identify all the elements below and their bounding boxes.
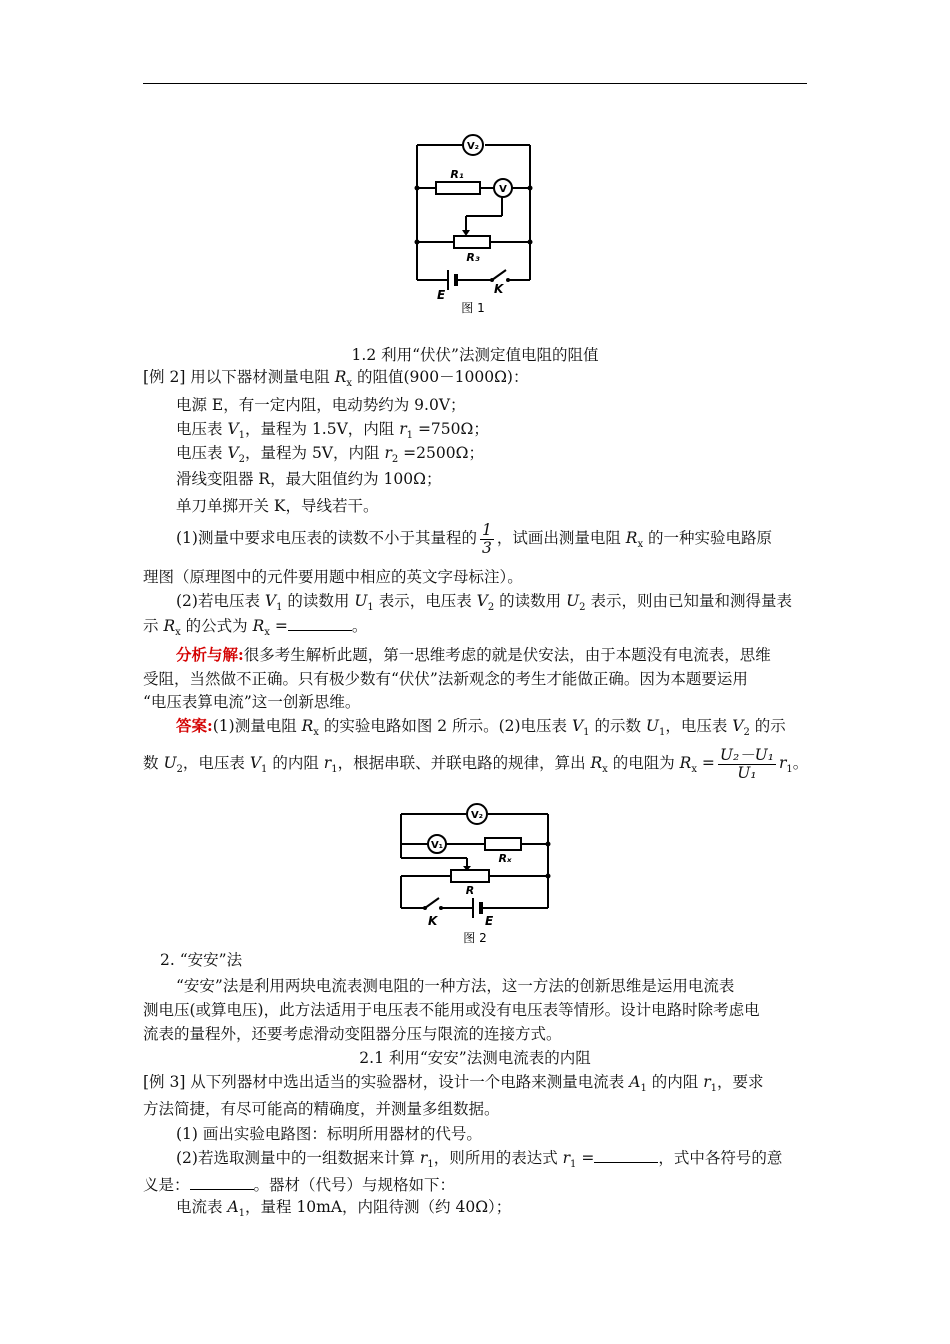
analysis-line2: 受阻，当然做不正确。只有极少数有“伏伏”法新观念的考生才能做正确。因为本题要运用: [143, 670, 748, 688]
label-v1: V₁: [430, 840, 444, 851]
answer-blank: [594, 1148, 658, 1163]
label-rx: Rₓ: [498, 852, 512, 865]
ex2-item-2: 电压表 $V_1$，量程为 1.5V，内阻 $r_1 =750\Omega$；: [176, 420, 489, 442]
ex2-question-2: (2)若电压表 $V_1$ 的读数用 $U_1$ 表示，电压表 $V_2$ 的读数用 $U_2$ 表示，则由已知量和测得量表: [176, 592, 792, 614]
label-v2: V₂: [466, 141, 480, 152]
label-k: K: [428, 914, 438, 928]
answer-blank: [190, 1175, 254, 1190]
analysis-line1: 分析与解:很多考生解析此题，第一思维考虑的就是伏安法，由于本题没有电流表，思维: [176, 645, 771, 664]
ex2-item-5: 单刀单掷开关 K，导线若干。: [176, 497, 379, 515]
figure-1-circuit: [410, 130, 538, 316]
label-k: K: [494, 282, 504, 296]
ex2-line1: [例 2] 用以下器材测量电阻 $R_x$ 的阻值(900－1000Ω)：: [143, 368, 529, 390]
ex3-line1: [例 3] 从下列器材中选出适当的实验器材，设计一个电路来测量电流表 $A_1$ 的内阻 $r_1$，要求: [143, 1073, 764, 1095]
header-rule: [143, 83, 807, 84]
section-2-1-heading: 2.1 利用“安安”法测电流表的内阻: [359, 1049, 591, 1067]
analysis-line3: “电压表算电流”这一创新思维。: [143, 693, 361, 711]
ex2-item-4: 滑线变阻器 R，最大阻值约为 100Ω；: [176, 470, 442, 488]
ex3-question-2-line2: 义是： 。器材（代号）与规格如下：: [143, 1176, 456, 1194]
section-1-2-heading: 1.2 利用“伏伏”法测定值电阻的阻值: [351, 346, 599, 364]
ex2-item-1: 电源 E，有一定内阻，电动势约为 9.0V；: [176, 396, 466, 414]
label-e: E: [437, 288, 446, 302]
section-2-heading: 2. “安安”法: [160, 951, 243, 969]
section-2-para-line1: “安安”法是利用两块电流表测电阻的一种方法，这一方法的创新思维是运用电流表: [176, 977, 735, 995]
figure-2-caption: 图 2: [463, 931, 487, 945]
ex2-question-1-line2: 理图（原理图中的元件要用题中相应的英文字母标注）。: [143, 568, 523, 586]
rx-formula-fraction: $\frac{\text{U₂－U₁}}{\text{U₁}}$: [719, 745, 774, 782]
answer-line2: 数 $U_2$，电压表 $V_1$ 的内阻 $r_1$，根据串联、并联电路的规律，算出 $R_x$ 的电阻为 $R_x$ = $\frac{\text{U₂－U₁}}{\text{U₁}}$ $r_1$。: [143, 745, 809, 782]
label-r3: R₃: [466, 251, 480, 264]
ex2-question-2-line2: 示 $R_x$ 的公式为 $R_x$ = 。: [143, 617, 368, 639]
ex3-question-2: (2)若选取测量中的一组数据来计算 $r_1$，则所用的表达式 $r_1$ = ，式中各符号的意: [176, 1149, 783, 1171]
label-r: R: [465, 884, 475, 897]
answer-blank: [288, 616, 352, 631]
label-v: V: [499, 184, 507, 195]
answer-line1: 答案:(1)测量电阻 $R_x$ 的实验电路如图 2 所示。(2)电压表 $V_1$ 的示数 $U_1$，电压表 $V_2$ 的示: [176, 716, 786, 739]
ex3-question-1: (1) 画出实验电路图：标明所用器材的代号。: [176, 1125, 482, 1143]
label-e: E: [485, 914, 494, 928]
fraction-one-third: $\frac{1}{3}$: [481, 520, 492, 557]
ex3-item-1: 电流表 $A_1$，量程 10mA，内阻待测（约 40Ω）；: [176, 1198, 512, 1220]
figure-1-caption: 图 1: [461, 301, 485, 315]
figure-2-circuit: [395, 796, 555, 946]
section-2-para-line3: 流表的量程外，还要考虑滑动变阻器分压与限流的连接方式。: [143, 1025, 562, 1043]
ex2-question-1: (1)测量中要求电压表的读数不小于其量程的 $\frac{1}{3}$ ，试画出测量电阻 $R_x$ 的一种实验电路原: [176, 520, 773, 557]
ex2-item-3: 电压表 $V_2$，量程为 5V，内阻 $r_2 =2500\Omega$；: [176, 444, 484, 466]
label-v2: V₂: [470, 810, 484, 821]
ex3-line2: 方法简捷，有尽可能高的精确度，并测量多组数据。: [143, 1100, 500, 1118]
label-r1: R₁: [450, 168, 464, 181]
section-2-para-line2: 测电压(或算电压)，此方法适用于电压表不能用或没有电压表等情形。设计电路时除考虑电: [143, 1001, 760, 1019]
